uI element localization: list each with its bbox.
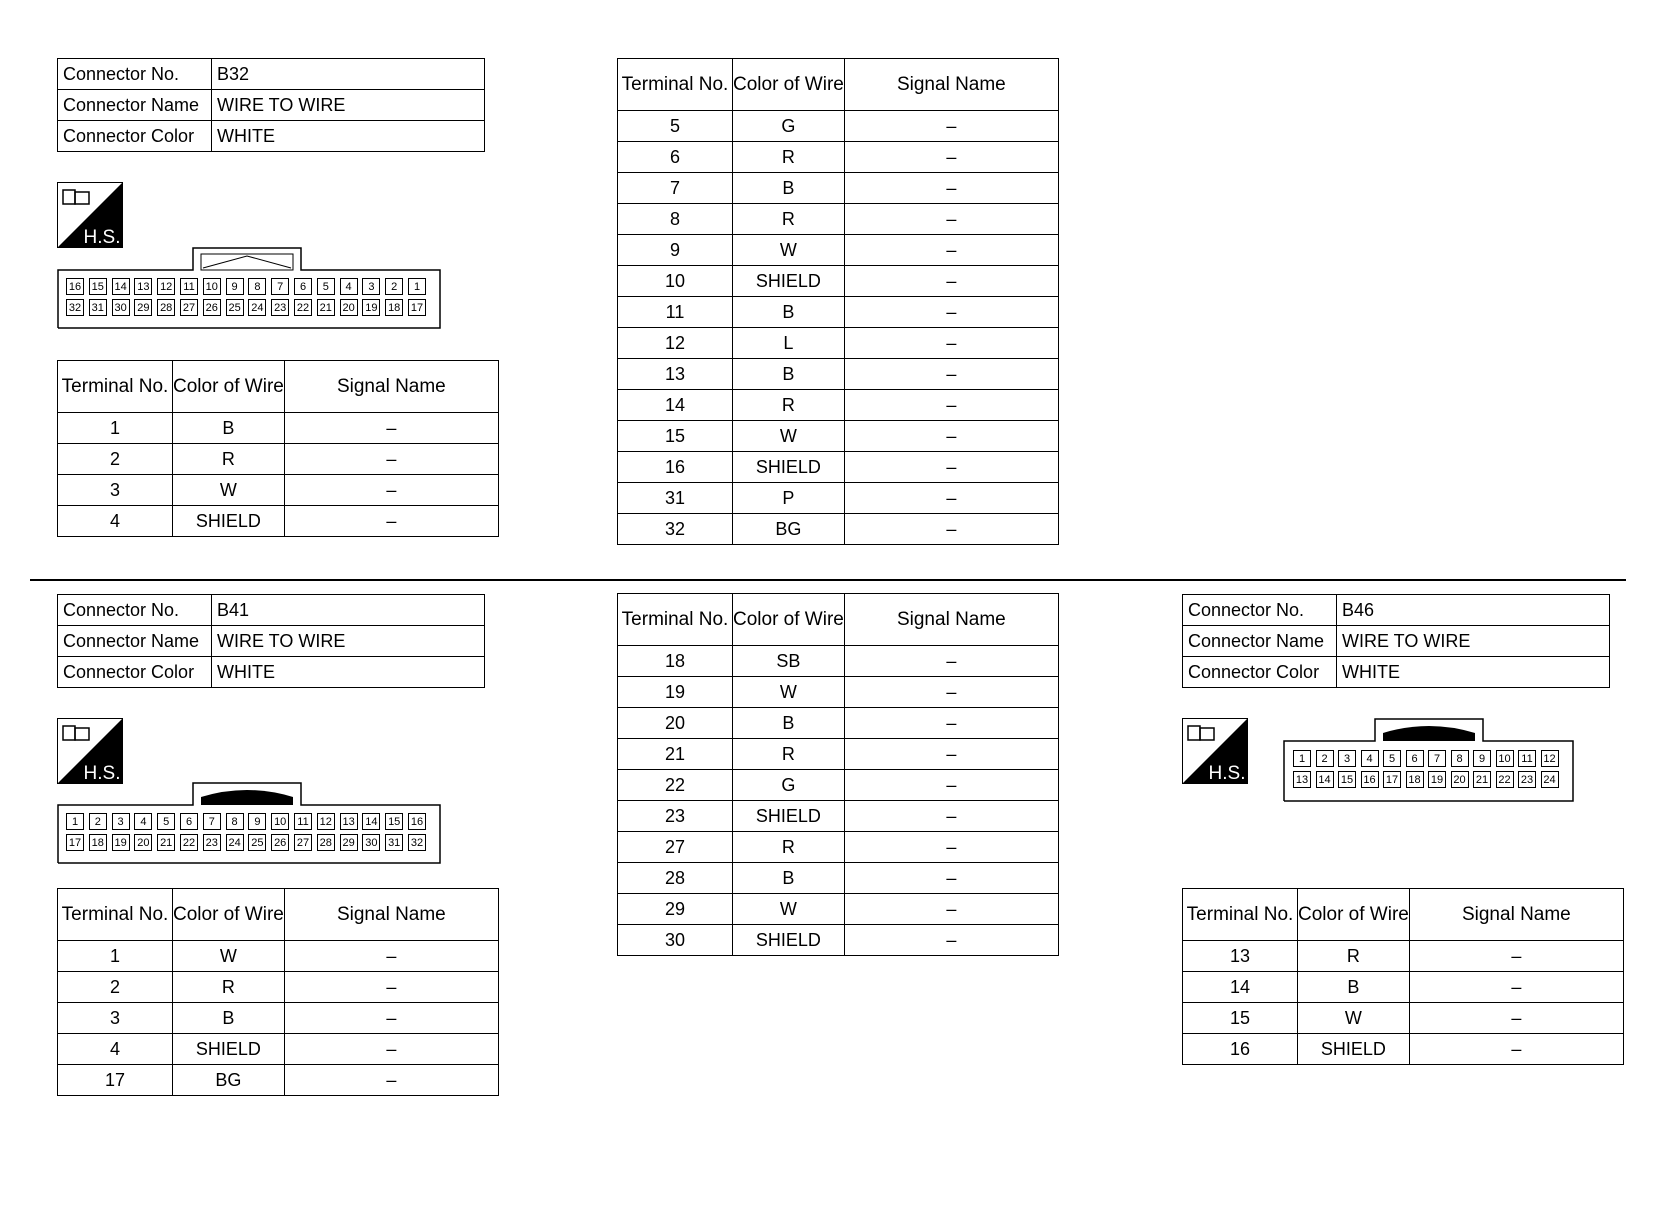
table-row: [618, 359, 1059, 390]
wire-color-cell: R: [733, 739, 845, 770]
header-terminal-no: Terminal No.: [58, 361, 173, 413]
section-divider: [30, 579, 1626, 581]
connector-pin: 9: [248, 813, 266, 830]
connector-pin: 19: [112, 834, 130, 851]
connector-pin: 31: [89, 299, 107, 316]
connector-pin: 27: [294, 834, 312, 851]
table-row: [58, 1034, 499, 1065]
connector-no-label: Connector No.: [58, 595, 212, 626]
signal-name-cell: –: [844, 514, 1058, 545]
terminal-no-cell: 14: [618, 390, 733, 421]
signal-name-cell: –: [844, 925, 1058, 956]
table-row: [618, 739, 1059, 770]
connector-pin: 3: [1338, 750, 1356, 767]
connector-pin: 2: [1316, 750, 1334, 767]
wire-color-cell: SHIELD: [733, 801, 845, 832]
connector-pin: 32: [408, 834, 426, 851]
connector-pin: 12: [157, 278, 175, 295]
connector-name-value: WIRE TO WIRE: [1337, 626, 1610, 657]
table-row: [618, 297, 1059, 328]
connector-color-label: Connector Color: [58, 121, 212, 152]
wire-color-cell: R: [733, 142, 845, 173]
connector-pin: 8: [1451, 750, 1469, 767]
terminal-no-cell: 31: [618, 483, 733, 514]
table-row: [618, 173, 1059, 204]
wire-color-cell: SHIELD: [733, 925, 845, 956]
wire-color-cell: R: [1298, 941, 1410, 972]
connector-pin: 23: [1518, 771, 1536, 788]
signal-name-cell: –: [844, 142, 1058, 173]
connector-pin: 22: [294, 299, 312, 316]
terminal-no-cell: 4: [58, 506, 173, 537]
terminal-no-cell: 22: [618, 770, 733, 801]
table-row: [618, 677, 1059, 708]
terminal-no-cell: 1: [58, 413, 173, 444]
connector-pin: 24: [226, 834, 244, 851]
table-row: [618, 646, 1059, 677]
connector-pin: 4: [340, 278, 358, 295]
signal-name-cell: –: [844, 328, 1058, 359]
table-row: [58, 444, 499, 475]
signal-name-cell: –: [844, 483, 1058, 514]
header-color-of-wire: Color of Wire: [1298, 889, 1410, 941]
table-row: [618, 235, 1059, 266]
signal-name-cell: –: [844, 266, 1058, 297]
wire-color-cell: SHIELD: [173, 1034, 285, 1065]
connector-color-label: Connector Color: [58, 657, 212, 688]
signal-name-cell: –: [284, 413, 498, 444]
connector-pin: 9: [1473, 750, 1491, 767]
terminal-no-cell: 15: [1183, 1003, 1298, 1034]
connector-no-label: Connector No.: [1183, 595, 1337, 626]
connector-pin: 20: [134, 834, 152, 851]
hs-icon: [1182, 718, 1248, 784]
header-terminal-no: Terminal No.: [58, 889, 173, 941]
terminal-no-cell: 20: [618, 708, 733, 739]
connector-name-label: Connector Name: [1183, 626, 1337, 657]
terminal-no-cell: 21: [618, 739, 733, 770]
signal-name-cell: –: [844, 677, 1058, 708]
connector-pin: 10: [203, 278, 221, 295]
connector-name-value: WIRE TO WIRE: [212, 626, 485, 657]
signal-name-cell: –: [844, 297, 1058, 328]
b32-terminal-table-1: [57, 360, 499, 537]
connector-pin: 16: [66, 278, 84, 295]
connector-pin: 6: [1406, 750, 1424, 767]
wire-color-cell: W: [733, 421, 845, 452]
terminal-no-cell: 15: [618, 421, 733, 452]
wire-color-cell: W: [733, 677, 845, 708]
table-row: [58, 475, 499, 506]
signal-name-cell: –: [284, 444, 498, 475]
connector-pin: 6: [294, 278, 312, 295]
connector-color-value: WHITE: [1337, 657, 1610, 688]
terminal-no-cell: 17: [58, 1065, 173, 1096]
connector-pin: 32: [66, 299, 84, 316]
terminal-no-cell: 4: [58, 1034, 173, 1065]
connector-pin: 30: [112, 299, 130, 316]
b32-connector-info: [57, 58, 485, 152]
b41-terminal-table-2: [617, 593, 1059, 956]
terminal-no-cell: 19: [618, 677, 733, 708]
connector-pin: 18: [385, 299, 403, 316]
b46-pin-grid: [1293, 750, 1563, 794]
header-color-of-wire: Color of Wire: [733, 594, 845, 646]
table-row: [58, 1003, 499, 1034]
table-row: [618, 390, 1059, 421]
connector-no-value: B32: [212, 59, 485, 90]
connector-pin: 10: [271, 813, 289, 830]
signal-name-cell: –: [1409, 1003, 1623, 1034]
connector-pin: 12: [317, 813, 335, 830]
signal-name-cell: –: [844, 739, 1058, 770]
connector-pin: 26: [271, 834, 289, 851]
connector-no-value: B41: [212, 595, 485, 626]
connector-pin: 26: [203, 299, 221, 316]
wire-color-cell: B: [1298, 972, 1410, 1003]
connector-pin: 21: [1473, 771, 1491, 788]
connector-pin: 24: [1541, 771, 1559, 788]
wire-color-cell: L: [733, 328, 845, 359]
signal-name-cell: –: [844, 421, 1058, 452]
signal-name-cell: –: [844, 204, 1058, 235]
signal-name-cell: –: [284, 1034, 498, 1065]
wire-color-cell: G: [733, 111, 845, 142]
table-row: [618, 452, 1059, 483]
signal-name-cell: –: [844, 390, 1058, 421]
terminal-no-cell: 14: [1183, 972, 1298, 1003]
signal-name-cell: –: [284, 1065, 498, 1096]
wire-color-cell: BG: [733, 514, 845, 545]
connector-pin: 12: [1541, 750, 1559, 767]
b41-terminal-table-1: [57, 888, 499, 1096]
connector-pin: 2: [89, 813, 107, 830]
connector-pin: 17: [408, 299, 426, 316]
terminal-no-cell: 12: [618, 328, 733, 359]
connector-pin: 4: [134, 813, 152, 830]
table-row: [58, 506, 499, 537]
connector-pin: 15: [385, 813, 403, 830]
signal-name-cell: –: [844, 832, 1058, 863]
connector-name-label: Connector Name: [58, 90, 212, 121]
header-terminal-no: Terminal No.: [618, 594, 733, 646]
signal-name-cell: –: [284, 506, 498, 537]
table-row: [58, 972, 499, 1003]
header-terminal-no: Terminal No.: [1183, 889, 1298, 941]
wire-color-cell: SB: [733, 646, 845, 677]
connector-pin: 1: [66, 813, 84, 830]
connector-pin: 28: [157, 299, 175, 316]
table-row: [58, 1065, 499, 1096]
connector-pin: 8: [226, 813, 244, 830]
terminal-no-cell: 2: [58, 444, 173, 475]
header-signal-name: Signal Name: [1409, 889, 1623, 941]
connector-pin: 21: [317, 299, 335, 316]
connector-color-value: WHITE: [212, 657, 485, 688]
table-row: [618, 801, 1059, 832]
terminal-no-cell: 23: [618, 801, 733, 832]
table-row: [618, 925, 1059, 956]
signal-name-cell: –: [1409, 972, 1623, 1003]
signal-name-cell: –: [1409, 941, 1623, 972]
signal-name-cell: –: [844, 452, 1058, 483]
table-row: [618, 832, 1059, 863]
header-color-of-wire: Color of Wire: [733, 59, 845, 111]
signal-name-cell: –: [844, 111, 1058, 142]
terminal-no-cell: 16: [618, 452, 733, 483]
connector-pin: 6: [180, 813, 198, 830]
table-row: [618, 770, 1059, 801]
connector-name-value: WIRE TO WIRE: [212, 90, 485, 121]
table-row: [618, 111, 1059, 142]
b46-terminal-table-1: [1182, 888, 1624, 1065]
connector-pin: 1: [408, 278, 426, 295]
wire-color-cell: B: [173, 413, 285, 444]
wire-color-cell: W: [1298, 1003, 1410, 1034]
table-row: [618, 328, 1059, 359]
table-row: [618, 894, 1059, 925]
table-row: [618, 863, 1059, 894]
wire-color-cell: B: [733, 708, 845, 739]
wire-color-cell: B: [733, 359, 845, 390]
signal-name-cell: –: [844, 770, 1058, 801]
wire-color-cell: SHIELD: [733, 266, 845, 297]
connector-pin: 5: [1383, 750, 1401, 767]
terminal-no-cell: 8: [618, 204, 733, 235]
connector-pin: 11: [1518, 750, 1536, 767]
terminal-no-cell: 18: [618, 646, 733, 677]
connector-pin: 15: [1338, 771, 1356, 788]
hs-icon: [57, 182, 123, 248]
terminal-no-cell: 11: [618, 297, 733, 328]
hs-label: H.S.: [83, 763, 121, 784]
connector-pin: 27: [180, 299, 198, 316]
wire-color-cell: W: [173, 941, 285, 972]
table-row: [618, 708, 1059, 739]
connector-pin: 16: [1361, 771, 1379, 788]
terminal-no-cell: 30: [618, 925, 733, 956]
header-terminal-no: Terminal No.: [618, 59, 733, 111]
terminal-no-cell: 1: [58, 941, 173, 972]
table-row: [1183, 1034, 1624, 1065]
connector-pin: 31: [385, 834, 403, 851]
connector-color-value: WHITE: [212, 121, 485, 152]
header-signal-name: Signal Name: [844, 594, 1058, 646]
signal-name-cell: –: [844, 235, 1058, 266]
table-row: [58, 413, 499, 444]
wire-color-cell: W: [733, 235, 845, 266]
signal-name-cell: –: [844, 708, 1058, 739]
connector-pin: 23: [271, 299, 289, 316]
connector-name-label: Connector Name: [58, 626, 212, 657]
wire-color-cell: R: [733, 390, 845, 421]
terminal-no-cell: 16: [1183, 1034, 1298, 1065]
connector-pin: 14: [362, 813, 380, 830]
table-row: [58, 941, 499, 972]
connector-pin: 20: [340, 299, 358, 316]
header-color-of-wire: Color of Wire: [173, 361, 285, 413]
wire-color-cell: BG: [173, 1065, 285, 1096]
wire-color-cell: SHIELD: [1298, 1034, 1410, 1065]
signal-name-cell: –: [844, 863, 1058, 894]
signal-name-cell: –: [284, 475, 498, 506]
connector-pin: 29: [134, 299, 152, 316]
connector-pin: 17: [1383, 771, 1401, 788]
table-row: [1183, 1003, 1624, 1034]
wire-color-cell: B: [733, 863, 845, 894]
connector-pin: 3: [362, 278, 380, 295]
connector-pin: 7: [1428, 750, 1446, 767]
b41-connector-info: [57, 594, 485, 688]
terminal-no-cell: 10: [618, 266, 733, 297]
signal-name-cell: –: [844, 646, 1058, 677]
connector-color-label: Connector Color: [1183, 657, 1337, 688]
connector-pin: 5: [317, 278, 335, 295]
wire-color-cell: R: [173, 444, 285, 475]
wire-color-cell: B: [173, 1003, 285, 1034]
wire-color-cell: R: [733, 832, 845, 863]
table-row: [618, 421, 1059, 452]
table-row: [618, 142, 1059, 173]
connector-pin: 7: [203, 813, 221, 830]
connector-pin: 11: [180, 278, 198, 295]
header-signal-name: Signal Name: [844, 59, 1058, 111]
connector-no-value: B46: [1337, 595, 1610, 626]
connector-pin: 13: [340, 813, 358, 830]
connector-pin: 1: [1293, 750, 1311, 767]
terminal-no-cell: 5: [618, 111, 733, 142]
connector-pin: 24: [248, 299, 266, 316]
connector-pin: 22: [180, 834, 198, 851]
connector-pin: 22: [1496, 771, 1514, 788]
terminal-no-cell: 3: [58, 1003, 173, 1034]
terminal-no-cell: 28: [618, 863, 733, 894]
connector-pin: 29: [340, 834, 358, 851]
connector-pin: 18: [1406, 771, 1424, 788]
connector-pin: 3: [112, 813, 130, 830]
terminal-no-cell: 6: [618, 142, 733, 173]
connector-pin: 28: [317, 834, 335, 851]
connector-pin: 25: [226, 299, 244, 316]
header-signal-name: Signal Name: [284, 889, 498, 941]
terminal-no-cell: 2: [58, 972, 173, 1003]
wire-color-cell: G: [733, 770, 845, 801]
connector-pin: 10: [1496, 750, 1514, 767]
connector-no-label: Connector No.: [58, 59, 212, 90]
table-row: [618, 514, 1059, 545]
terminal-no-cell: 13: [1183, 941, 1298, 972]
wire-color-cell: B: [733, 297, 845, 328]
terminal-no-cell: 27: [618, 832, 733, 863]
table-row: [618, 204, 1059, 235]
signal-name-cell: –: [844, 801, 1058, 832]
table-row: [618, 266, 1059, 297]
header-color-of-wire: Color of Wire: [173, 889, 285, 941]
wire-color-cell: SHIELD: [733, 452, 845, 483]
wire-color-cell: B: [733, 173, 845, 204]
connector-pin: 19: [1428, 771, 1446, 788]
table-row: [1183, 972, 1624, 1003]
header-signal-name: Signal Name: [284, 361, 498, 413]
connector-pin: 25: [248, 834, 266, 851]
connector-pin: 23: [203, 834, 221, 851]
hs-label: H.S.: [1208, 763, 1246, 784]
signal-name-cell: –: [844, 894, 1058, 925]
wire-color-cell: R: [173, 972, 285, 1003]
connector-pin: 19: [362, 299, 380, 316]
terminal-no-cell: 32: [618, 514, 733, 545]
signal-name-cell: –: [844, 359, 1058, 390]
connector-pin: 11: [294, 813, 312, 830]
connector-pin: 20: [1451, 771, 1469, 788]
table-row: [618, 483, 1059, 514]
b41-pin-grid: [66, 813, 434, 857]
signal-name-cell: –: [284, 972, 498, 1003]
connector-pin: 4: [1361, 750, 1379, 767]
connector-pin: 14: [1316, 771, 1334, 788]
signal-name-cell: –: [1409, 1034, 1623, 1065]
terminal-no-cell: 3: [58, 475, 173, 506]
wire-color-cell: W: [173, 475, 285, 506]
signal-name-cell: –: [284, 1003, 498, 1034]
terminal-no-cell: 13: [618, 359, 733, 390]
b46-connector-info: [1182, 594, 1610, 688]
table-row: [1183, 941, 1624, 972]
signal-name-cell: –: [284, 941, 498, 972]
wire-color-cell: P: [733, 483, 845, 514]
connector-pin: 14: [112, 278, 130, 295]
connector-pin: 30: [362, 834, 380, 851]
wire-color-cell: R: [733, 204, 845, 235]
connector-pin: 18: [89, 834, 107, 851]
wire-color-cell: W: [733, 894, 845, 925]
terminal-no-cell: 9: [618, 235, 733, 266]
connector-pin: 13: [1293, 771, 1311, 788]
connector-pin: 2: [385, 278, 403, 295]
terminal-no-cell: 29: [618, 894, 733, 925]
connector-pin: 17: [66, 834, 84, 851]
connector-pin: 16: [408, 813, 426, 830]
terminal-no-cell: 7: [618, 173, 733, 204]
connector-pin: 5: [157, 813, 175, 830]
b32-pin-grid: [66, 278, 434, 322]
connector-pin: 9: [226, 278, 244, 295]
b32-terminal-table-2: [617, 58, 1059, 545]
wire-color-cell: SHIELD: [173, 506, 285, 537]
connector-pin: 13: [134, 278, 152, 295]
connector-pin: 7: [271, 278, 289, 295]
hs-label: H.S.: [83, 227, 121, 248]
connector-pin: 8: [248, 278, 266, 295]
hs-icon: [57, 718, 123, 784]
signal-name-cell: –: [844, 173, 1058, 204]
connector-pin: 15: [89, 278, 107, 295]
connector-pin: 21: [157, 834, 175, 851]
